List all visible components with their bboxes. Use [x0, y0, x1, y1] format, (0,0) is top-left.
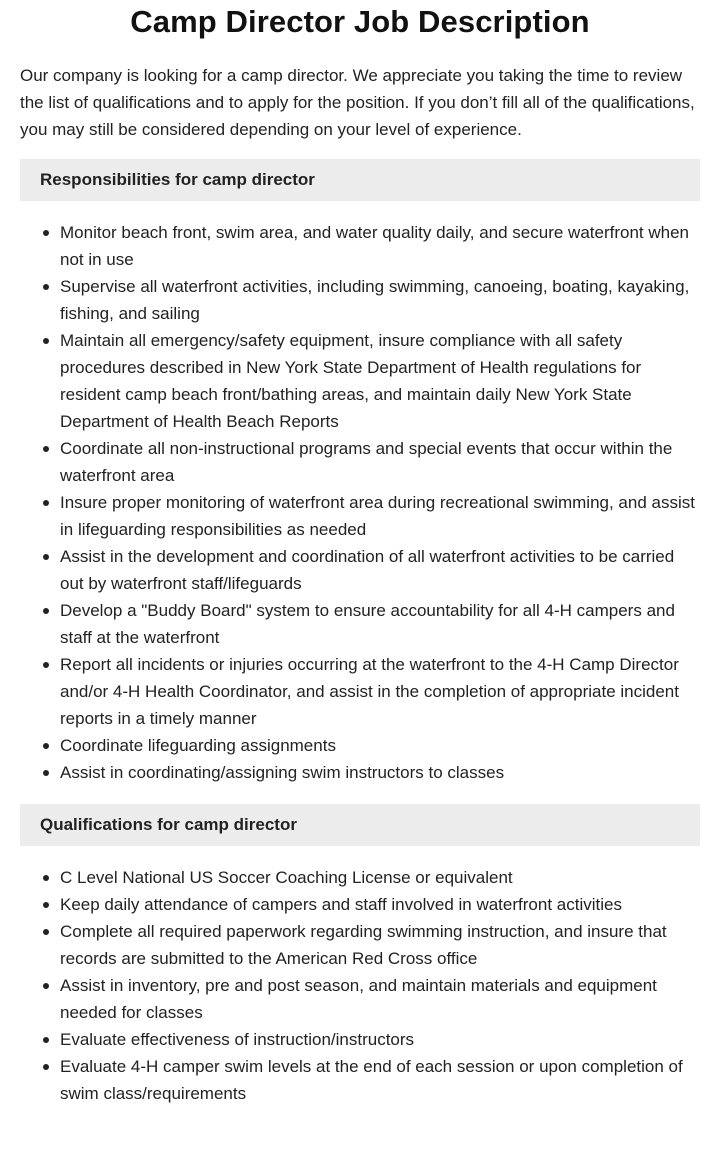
page-title: Camp Director Job Description [130, 4, 590, 39]
list-item: Assist in coordinating/assigning swim instructors to classes [60, 759, 700, 786]
qualifications-list [20, 864, 700, 1107]
responsibilities-heading: Responsibilities for camp director [20, 159, 700, 201]
list-item: C Level National US Soccer Coaching License or equivalent [60, 864, 700, 891]
responsibilities-list [20, 219, 700, 786]
list-item: Insure proper monitoring of waterfront area during recreational swimming, and assist in lifeguarding responsibilities as needed [60, 489, 700, 543]
list-item: Complete all required paperwork regarding swimming instruction, and insure that records are submitted to the American Red Cross office [60, 918, 700, 972]
list-item: Monitor beach front, swim area, and water quality daily, and secure waterfront when not in use [60, 219, 700, 273]
list-item: Maintain all emergency/safety equipment, insure compliance with all safety procedures described in New York State Department of Health regulations for resident camp beach front/bathing areas, and maintain daily New York State Department of Health Beach Reports [60, 327, 700, 435]
list-item: Supervise all waterfront activities, including swimming, canoeing, boating, kayaking, fishing, and sailing [60, 273, 700, 327]
list-item: Keep daily attendance of campers and staff involved in waterfront activities [60, 891, 700, 918]
list-item: Develop a "Buddy Board" system to ensure accountability for all 4-H campers and staff at the waterfront [60, 597, 700, 651]
intro-paragraph: Our company is looking for a camp director. We appreciate you taking the time to review the list of qualifications and to apply for the position. If you don’t fill all of the qualifications, you may still be considered depending on your level of experience. [20, 66, 695, 139]
list-item: Evaluate effectiveness of instruction/instructors [60, 1026, 700, 1053]
qualifications-heading: Qualifications for camp director [20, 804, 700, 846]
list-item: Assist in inventory, pre and post season, and maintain materials and equipment needed for classes [60, 972, 700, 1026]
list-item: Coordinate all non-instructional programs and special events that occur within the waterfront area [60, 435, 700, 489]
list-item: Coordinate lifeguarding assignments [60, 732, 700, 759]
list-item: Report all incidents or injuries occurring at the waterfront to the 4-H Camp Director and/or 4-H Health Coordinator, and assist in the completion of appropriate incident reports in a timely manner [60, 651, 700, 732]
list-item: Assist in the development and coordination of all waterfront activities to be carried out by waterfront staff/lifeguards [60, 543, 700, 597]
list-item: Evaluate 4-H camper swim levels at the end of each session or upon completion of swim class/requirements [60, 1053, 700, 1107]
